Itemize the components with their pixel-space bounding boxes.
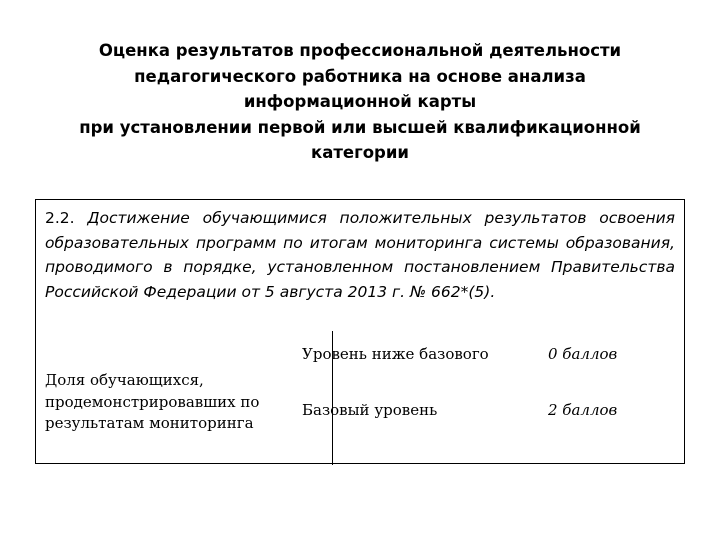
title-line: категории bbox=[311, 143, 409, 162]
slide-title bbox=[40, 38, 680, 166]
indicator-label: Доля обучающихся, продемонстрировавших по результатам мониторинга bbox=[45, 371, 260, 432]
title-line: педагогического работника на основе анализа bbox=[134, 66, 586, 86]
title-line: при установлении первой или высшей квалификационной bbox=[79, 117, 641, 137]
criterion-text: Достижение обучающимися положительных результатов освоения образовательных программ по итогам мониторинга системы образования, проводимого в порядке, установленном постановлением Правительства Российской Федерации от 5 августа 2013 г. № 662*(5). bbox=[45, 209, 675, 301]
criteria-table bbox=[35, 199, 685, 464]
level-score: 2 баллов bbox=[548, 401, 618, 419]
level-score: 0 баллов bbox=[548, 345, 618, 363]
level-label: Уровень ниже базового bbox=[302, 345, 489, 363]
level-label: Базовый уровень bbox=[302, 401, 438, 419]
title-line: информационной карты bbox=[243, 92, 477, 111]
title-line: Оценка результатов профессиональной деятельности bbox=[98, 41, 622, 60]
criterion-heading bbox=[45, 206, 675, 304]
criterion-number: 2.2. bbox=[45, 209, 75, 227]
